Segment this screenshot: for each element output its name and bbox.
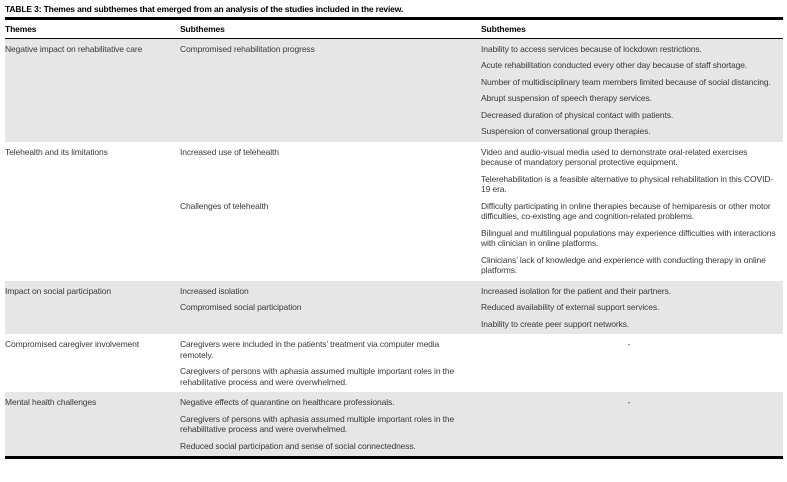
column-header-themes: Themes — [5, 24, 37, 34]
theme-cell — [5, 57, 180, 63]
table-row — [5, 144, 783, 171]
subtheme-cell: Increased use of telehealth — [180, 146, 279, 157]
subtheme-cell: Challenges of telehealth — [180, 200, 269, 211]
subtheme-cell: Caregivers of persons with aphasia assumed multiple important roles in the rehabilitative process and were overwhelmed. — [180, 366, 455, 387]
subtheme-cell — [180, 107, 481, 113]
subtheme-detail-cell: Increased isolation for the patient and their partners. — [481, 285, 671, 296]
table-row — [5, 411, 783, 438]
subtheme-cell: Caregivers were included in the patients’ treatment via computer media remotely. — [180, 339, 440, 360]
subtheme-detail-cell: Difficulty participating in online therapies because of hemiparesis or other motor difficulties, co-existing age and cognition-related problems. — [481, 200, 771, 221]
theme-section — [5, 334, 783, 392]
subtheme-detail-cell: - — [627, 339, 631, 349]
theme-cell — [5, 438, 180, 444]
theme-cell — [5, 252, 180, 258]
theme-cell — [5, 107, 180, 113]
subtheme-detail-cell: Decreased duration of physical contact with patients. — [481, 109, 674, 120]
theme-cell: Compromised caregiver involvement — [5, 339, 139, 349]
subtheme-cell: Negative effects of quarantine on healthcare professionals. — [180, 397, 395, 407]
table-row — [5, 123, 783, 140]
subtheme-detail-cell — [481, 438, 783, 444]
theme-cell — [5, 74, 180, 80]
theme-section — [5, 39, 783, 142]
subtheme-cell — [180, 90, 481, 96]
subtheme-cell — [180, 316, 481, 322]
table-row — [5, 198, 783, 225]
subtheme-cell: Caregivers of persons with aphasia assumed multiple important roles in the rehabilitative process and were overwhelmed. — [180, 413, 455, 434]
theme-cell — [5, 198, 180, 204]
subtheme-detail-cell: Video and audio-visual media used to demonstrate oral-related exercises because of mandatory personal protective equipment. — [481, 146, 748, 167]
subtheme-detail-cell — [481, 363, 783, 369]
subtheme-detail-cell: Bilingual and multilingual populations may experience difficulties with interactions with clinician in online platforms. — [481, 227, 776, 248]
table-row — [5, 225, 783, 252]
theme-cell — [5, 90, 180, 96]
table-row — [5, 394, 783, 411]
column-header-subthemes-2: Subthemes — [481, 24, 526, 34]
subtheme-detail-cell: Reduced availability of external support services. — [481, 302, 660, 312]
table-row — [5, 438, 783, 455]
table-row — [5, 171, 783, 198]
table-row — [5, 336, 783, 363]
theme-cell: Negative impact on rehabilitative care — [5, 43, 143, 54]
theme-cell — [5, 171, 180, 177]
subtheme-cell: Increased isolation — [180, 285, 249, 296]
subtheme-cell: Reduced social participation and sense of social connectedness. — [180, 440, 416, 451]
theme-cell: Telehealth and its limitations — [5, 146, 108, 157]
column-header-subthemes-1: Subthemes — [180, 24, 225, 34]
theme-cell — [5, 411, 180, 417]
table-body — [5, 39, 783, 457]
theme-section — [5, 142, 783, 281]
subtheme-cell: Compromised rehabilitation progress — [180, 43, 315, 54]
subtheme-cell — [180, 225, 481, 231]
theme-cell — [5, 225, 180, 231]
subtheme-detail-cell: Inability to access services because of lockdown restrictions. — [481, 43, 702, 54]
table-row — [5, 252, 783, 279]
subtheme-cell — [180, 123, 481, 129]
theme-cell — [5, 299, 180, 305]
subtheme-detail-cell: Clinicians’ lack of knowledge and experience with conducting therapy in online platforms. — [481, 254, 766, 275]
table-row — [5, 41, 783, 58]
subtheme-detail-cell: Telerehabilitation is a feasible alternative to physical rehabilitation in this COVID-19 era. — [481, 173, 774, 194]
table-row — [5, 316, 783, 333]
table-caption: TABLE 3: Themes and subthemes that emerged from an analysis of the studies included in the review. — [5, 4, 404, 14]
subtheme-detail-cell: - — [627, 397, 631, 407]
table-row — [5, 90, 783, 107]
theme-cell: Mental health challenges — [5, 397, 97, 407]
subtheme-detail-cell: Acute rehabilitation conducted every other day because of staff shortage. — [481, 60, 748, 70]
subtheme-detail-cell: Number of multidisciplinary team members limited because of social distancing. — [481, 76, 771, 87]
bottom-margin — [5, 459, 783, 465]
theme-cell — [5, 316, 180, 322]
table-row — [5, 107, 783, 124]
table-row — [5, 299, 783, 316]
subtheme-cell — [180, 57, 481, 63]
table-header-row — [5, 20, 783, 38]
table-row — [5, 74, 783, 91]
subtheme-cell — [180, 252, 481, 258]
theme-section — [5, 281, 783, 335]
table-row — [5, 363, 783, 390]
theme-cell: Impact on social participation — [5, 285, 112, 296]
subtheme-detail-cell: Abrupt suspension of speech therapy services. — [481, 93, 652, 103]
subtheme-cell — [180, 171, 481, 177]
theme-cell — [5, 123, 180, 129]
subtheme-detail-cell: Inability to create peer support networks. — [481, 318, 630, 329]
theme-cell — [5, 363, 180, 369]
table-row — [5, 283, 783, 300]
table-row — [5, 57, 783, 74]
theme-section — [5, 392, 783, 456]
subtheme-detail-cell: Suspension of conversational group therapies. — [481, 126, 651, 136]
subtheme-cell — [180, 74, 481, 80]
subtheme-cell: Compromised social participation — [180, 302, 302, 312]
subtheme-detail-cell — [481, 411, 783, 417]
